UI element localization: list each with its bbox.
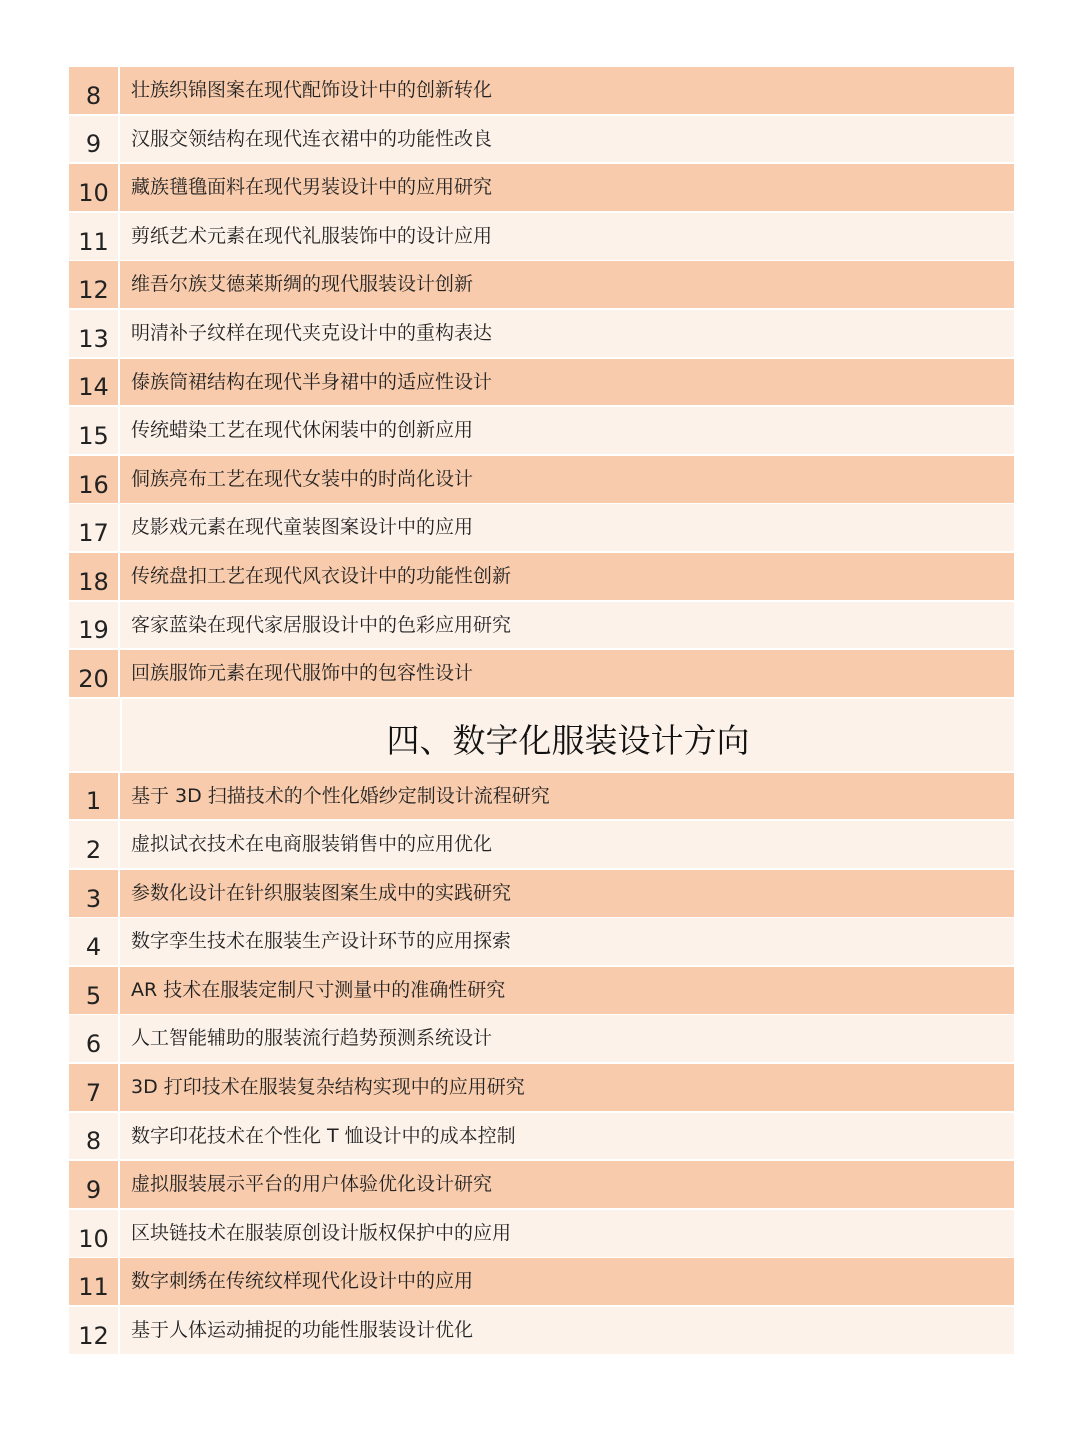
row-number: 14 bbox=[69, 359, 120, 406]
table-row bbox=[69, 553, 1014, 600]
row-title: 汉服交领结构在现代连衣裙中的功能性改良 bbox=[131, 127, 493, 150]
table-row bbox=[69, 918, 1014, 965]
row-title: 3D 打印技术在服装复杂结构实现中的应用研究 bbox=[131, 1076, 525, 1099]
table-row bbox=[69, 650, 1014, 697]
table-row bbox=[69, 164, 1014, 211]
section-number-cell bbox=[69, 699, 122, 771]
table-row bbox=[69, 1307, 1014, 1354]
row-title: 人工智能辅助的服装流行趋势预测系统设计 bbox=[131, 1027, 493, 1050]
row-title: 参数化设计在针织服装图案生成中的实践研究 bbox=[131, 881, 512, 904]
row-number: 1 bbox=[69, 773, 120, 820]
row-title: 数字刺绣在传统纹样现代化设计中的应用 bbox=[131, 1270, 474, 1293]
table-row bbox=[69, 261, 1014, 308]
row-title: 传统盘扣工艺在现代风衣设计中的功能性创新 bbox=[131, 564, 512, 587]
row-title: 基于 3D 扫描技术的个性化婚纱定制设计流程研究 bbox=[131, 784, 550, 807]
row-number: 16 bbox=[69, 456, 120, 503]
row-title: 剪纸艺术元素在现代礼服装饰中的设计应用 bbox=[131, 224, 493, 247]
section-header-row bbox=[69, 699, 1014, 771]
topic-table bbox=[69, 67, 1014, 1356]
row-number: 3 bbox=[69, 870, 120, 917]
row-title: 维吾尔族艾德莱斯绸的现代服装设计创新 bbox=[131, 273, 474, 296]
row-number: 2 bbox=[69, 821, 120, 868]
row-title: 数字印花技术在个性化 T 恤设计中的成本控制 bbox=[131, 1124, 516, 1147]
row-title: 传统蜡染工艺在现代休闲装中的创新应用 bbox=[131, 419, 474, 442]
table-row bbox=[69, 1161, 1014, 1208]
table-row bbox=[69, 870, 1014, 917]
row-title: 藏族氆氇面料在现代男装设计中的应用研究 bbox=[131, 176, 493, 199]
table-row bbox=[69, 116, 1014, 163]
row-title: 傣族筒裙结构在现代半身裙中的适应性设计 bbox=[131, 370, 493, 393]
row-number: 6 bbox=[69, 1015, 120, 1062]
row-number: 10 bbox=[69, 1210, 120, 1257]
row-number: 19 bbox=[69, 602, 120, 649]
row-number: 7 bbox=[69, 1064, 120, 1111]
row-title: 数字孪生技术在服装生产设计环节的应用探索 bbox=[131, 930, 512, 953]
table-row bbox=[69, 967, 1014, 1014]
upper-rows bbox=[69, 67, 1014, 697]
row-number: 12 bbox=[69, 261, 120, 308]
row-number: 4 bbox=[69, 918, 120, 965]
row-number: 8 bbox=[69, 67, 120, 114]
table-row bbox=[69, 821, 1014, 868]
table-row bbox=[69, 456, 1014, 503]
section-title: 四、数字化服装设计方向 bbox=[386, 720, 750, 760]
row-title: 壮族织锦图案在现代配饰设计中的创新转化 bbox=[131, 79, 493, 101]
row-number: 11 bbox=[69, 1258, 120, 1305]
table-row bbox=[69, 407, 1014, 454]
row-number: 12 bbox=[69, 1307, 120, 1354]
table-row bbox=[69, 602, 1014, 649]
row-title: 虚拟服装展示平台的用户体验优化设计研究 bbox=[131, 1173, 493, 1196]
row-title: 基于人体运动捕捉的功能性服装设计优化 bbox=[131, 1319, 474, 1342]
row-number: 18 bbox=[69, 553, 120, 600]
row-number: 5 bbox=[69, 967, 120, 1014]
row-title: AR 技术在服装定制尺寸测量中的准确性研究 bbox=[131, 978, 506, 1001]
row-number: 9 bbox=[69, 116, 120, 163]
row-title: 回族服饰元素在现代服饰中的包容性设计 bbox=[131, 662, 474, 685]
row-title: 虚拟试衣技术在电商服装销售中的应用优化 bbox=[131, 833, 493, 856]
row-number: 8 bbox=[69, 1113, 120, 1160]
table-row bbox=[69, 1113, 1014, 1160]
row-number: 20 bbox=[69, 650, 120, 697]
row-number: 17 bbox=[69, 504, 120, 551]
table-row bbox=[69, 504, 1014, 551]
table-row bbox=[69, 67, 1014, 114]
table-row bbox=[69, 1015, 1014, 1062]
table-row bbox=[69, 1258, 1014, 1305]
lower-rows bbox=[69, 773, 1014, 1354]
row-number: 10 bbox=[69, 164, 120, 211]
row-title: 客家蓝染在现代家居服设计中的色彩应用研究 bbox=[131, 613, 512, 636]
row-number: 13 bbox=[69, 310, 120, 357]
row-title: 区块链技术在服装原创设计版权保护中的应用 bbox=[131, 1221, 512, 1244]
table-row bbox=[69, 1210, 1014, 1257]
row-title: 明清补子纹样在现代夹克设计中的重构表达 bbox=[131, 321, 493, 344]
table-row bbox=[69, 359, 1014, 406]
table-row bbox=[69, 213, 1014, 260]
row-number: 15 bbox=[69, 407, 120, 454]
row-title: 皮影戏元素在现代童装图案设计中的应用 bbox=[131, 516, 474, 539]
row-number: 9 bbox=[69, 1161, 120, 1208]
table-row bbox=[69, 310, 1014, 357]
table-row bbox=[69, 773, 1014, 820]
row-title: 侗族亮布工艺在现代女装中的时尚化设计 bbox=[131, 467, 474, 490]
row-number: 11 bbox=[69, 213, 120, 260]
table-row bbox=[69, 1064, 1014, 1111]
